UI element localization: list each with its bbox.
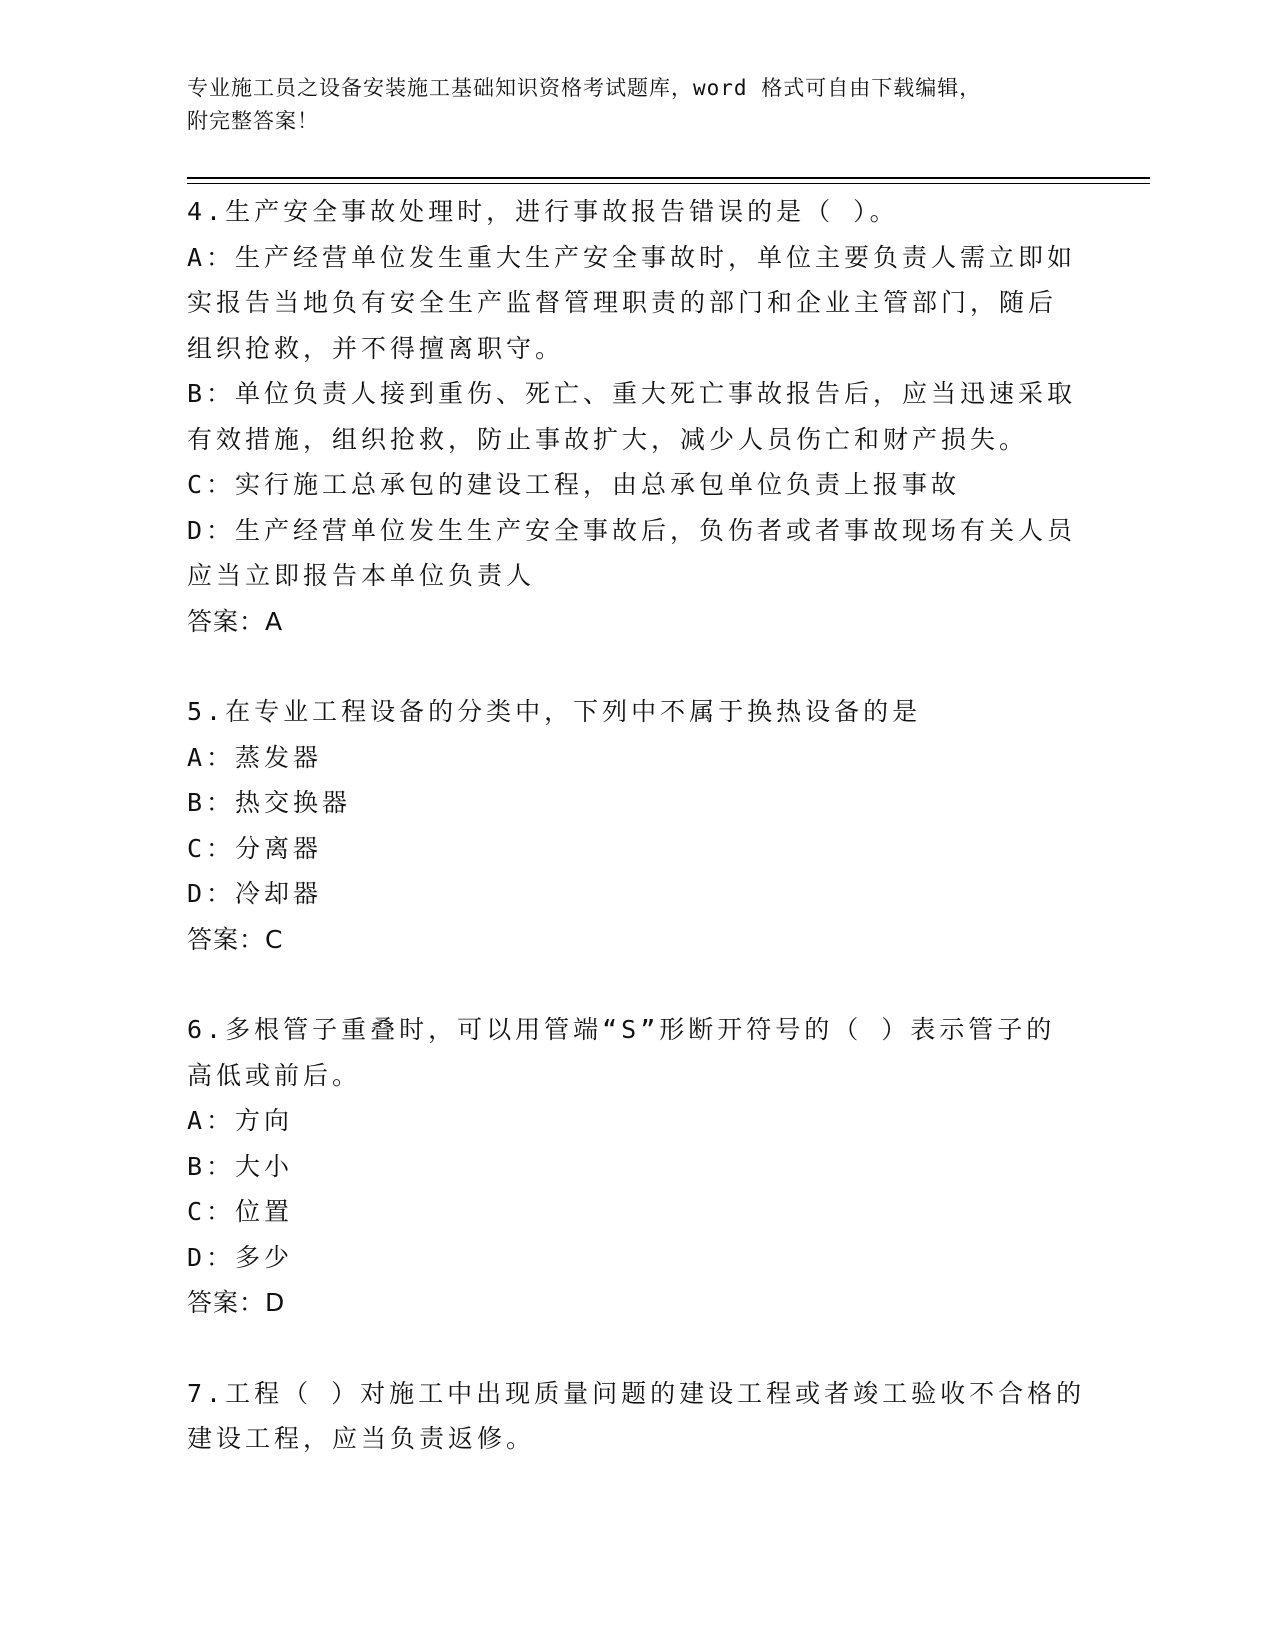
header-divider-thin (187, 183, 1150, 184)
question-5 (187, 689, 1087, 962)
option-b (187, 371, 1087, 462)
option-line: B：单位负责人接到重伤、死亡、重大死亡事故报告后，应当迅速采取 (187, 379, 1077, 408)
question-list (187, 189, 1087, 1507)
option-c: C：分离器 (187, 833, 323, 863)
question-stem: 7.工程（ ）对施工中出现质量问题的建设工程或者竣工验收不合格的 (187, 1378, 1086, 1408)
option-line: C：实行施工总承包的建设工程，由总承包单位负责上报事故 (187, 470, 961, 499)
option-line: D：生产经营单位发生生产安全事故后，负伤者或者事故现场有关人员 (187, 515, 1077, 545)
option-a: A：蒸发器 (187, 742, 323, 772)
answer-label: 答案：D (187, 1288, 286, 1317)
option-a: A：方向 (187, 1106, 294, 1135)
header-line-1: 专业施工员之设备安装施工基础知识资格考试题库，word 格式可自由下载编辑， (187, 76, 982, 100)
option-b: B：大小 (187, 1151, 294, 1181)
question-stem: 建设工程，应当负责返修。 (187, 1424, 536, 1453)
option-a (187, 235, 1087, 372)
option-c (187, 462, 1087, 508)
option-d: D：冷却器 (187, 879, 323, 908)
answer-label: 答案：C (187, 924, 284, 954)
question-stem: 高低或前后。 (187, 1060, 362, 1090)
header-line-2: 附完整答案！ (187, 109, 319, 133)
question-stem: 4.生产安全事故处理时，进行事故报告错误的是（ ）。 (187, 197, 899, 226)
question-stem: 5.在专业工程设备的分类中，下列中不属于换热设备的是 (187, 697, 922, 726)
option-line: 实报告当地负有安全生产监督管理职责的部门和企业主管部门，随后 (187, 288, 1058, 317)
option-d (187, 508, 1087, 599)
question-6 (187, 1007, 1087, 1326)
option-c: C：位置 (187, 1197, 294, 1226)
question-4 (187, 189, 1087, 644)
option-line: 应当立即报告本单位负责人 (187, 561, 536, 590)
option-line: A：生产经营单位发生重大生产安全事故时，单位主要负责人需立即如 (187, 242, 1077, 272)
question-stem: 6.多根管子重叠时，可以用管端“S”形断开符号的（ ）表示管子的 (187, 1015, 1056, 1044)
option-line: 组织抢救，并不得擅离职守。 (187, 333, 565, 363)
document-header (187, 72, 1067, 138)
option-b: B：热交换器 (187, 788, 352, 817)
header-divider-thick (187, 177, 1150, 179)
option-line: 有效措施，组织抢救，防止事故扩大，减少人员伤亡和财产损失。 (187, 424, 1029, 454)
question-7 (187, 1371, 1087, 1462)
option-d: D：多少 (187, 1242, 294, 1272)
answer-label: 答案：A (187, 606, 284, 636)
